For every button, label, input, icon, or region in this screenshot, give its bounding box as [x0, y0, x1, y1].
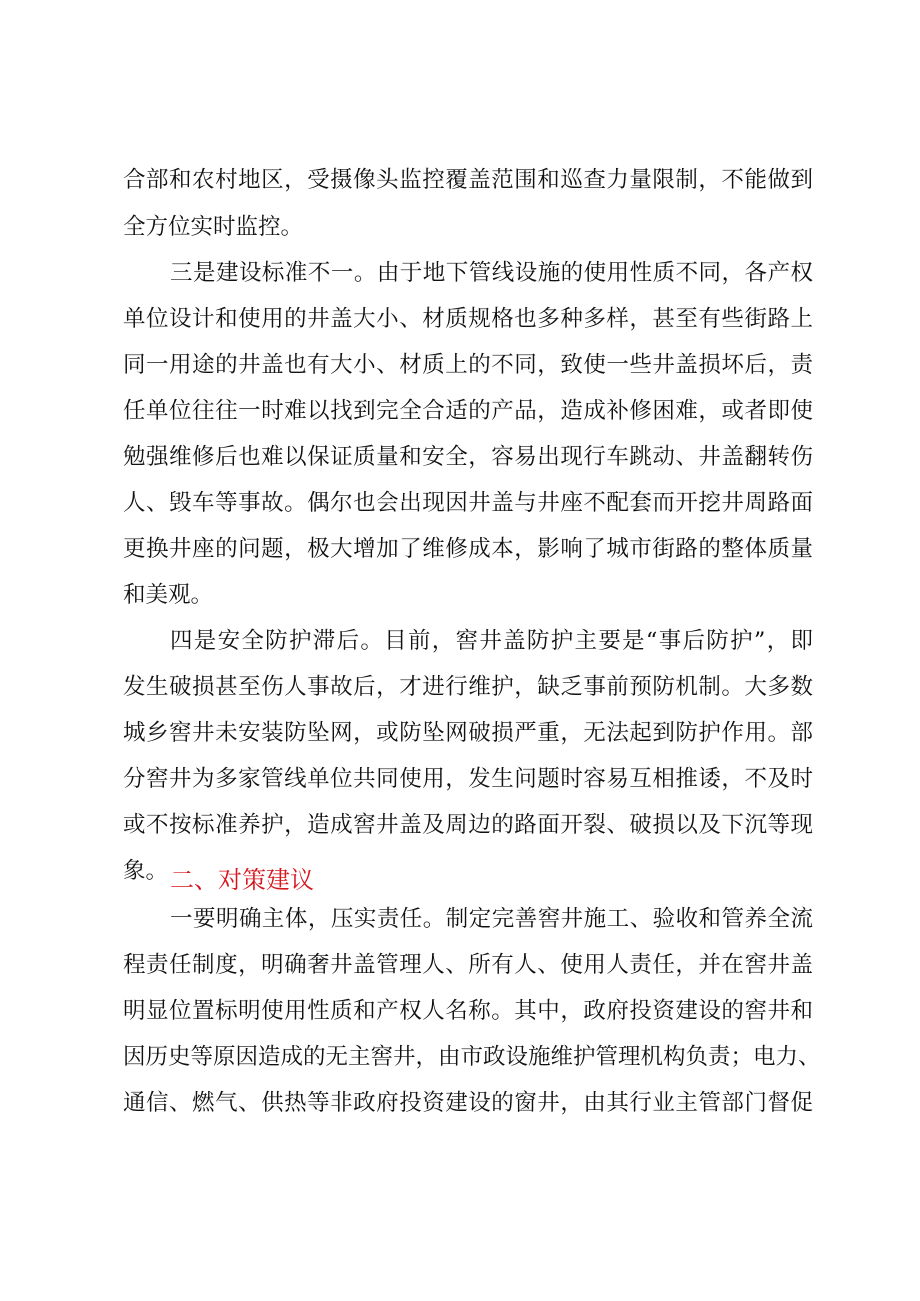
text-line: 四是安全防护滞后。目前，窖井盖防护主要是“事后防护”，即: [170, 628, 813, 654]
text-line: 分窖井为多家管线单位共同使用，发生问题时容易互相推诿，不及时: [123, 766, 813, 792]
text-line: 或不按标准养护，造成窖井盖及周边的路面开裂、破损以及下沉等现: [123, 812, 813, 838]
text-line: 任单位往往一时难以找到完全合适的产品，造成补修困难，或者即使: [123, 398, 813, 424]
text-line: 因历史等原因造成的无主窖井，由市政设施维护管理机构负责；电力、: [123, 1044, 821, 1070]
text-line: 和美观。: [123, 582, 214, 608]
text-line: 发生破损甚至伤人事故后，才进行维护，缺乏事前预防机制。大多数: [123, 674, 813, 700]
text-line: 更换井座的问题，极大增加了维修成本，影响了城市街路的整体质量: [123, 536, 813, 562]
text-line: 人、毁车等事故。偶尔也会出现因井盖与井座不配套而开挖井周路面: [123, 490, 813, 516]
text-line: 象。: [123, 858, 169, 884]
text-line: 合部和农村地区，受摄像头监控覆盖范围和巡查力量限制，不能做到: [123, 167, 813, 193]
text-line: 明显位置标明使用性质和产权人名称。其中，政府投资建设的窖井和: [123, 998, 813, 1024]
section-heading: 二、对策建议: [170, 866, 314, 894]
text-line: 单位设计和使用的井盖大小、材质规格也多种多样，甚至有些街路上: [123, 306, 813, 332]
text-line: 全方位实时监控。: [123, 214, 304, 240]
text-line: 同一用途的井盖也有大小、材质上的不同，致使一些井盖损坏后，责: [123, 352, 813, 378]
text-line: 程责任制度，明确奢井盖管理人、所有人、使用人责任，并在窖井盖: [123, 952, 813, 978]
text-line: 通信、燃气、供热等非政府投资建设的窗井，由其行业主管部门督促: [123, 1090, 813, 1116]
text-line: 城乡窖井未安装防坠网，或防坠网破损严重，无法起到防护作用。部: [123, 720, 813, 746]
text-line: 三是建设标准不一。由于地下管线设施的使用性质不同，各产权: [170, 260, 813, 286]
text-line: 一要明确主体，压实责任。制定完善窖井施工、验收和管养全流: [170, 906, 813, 932]
text-line: 勉强维修后也难以保证质量和安全，容易出现行车跳动、井盖翻转伤: [123, 444, 813, 470]
